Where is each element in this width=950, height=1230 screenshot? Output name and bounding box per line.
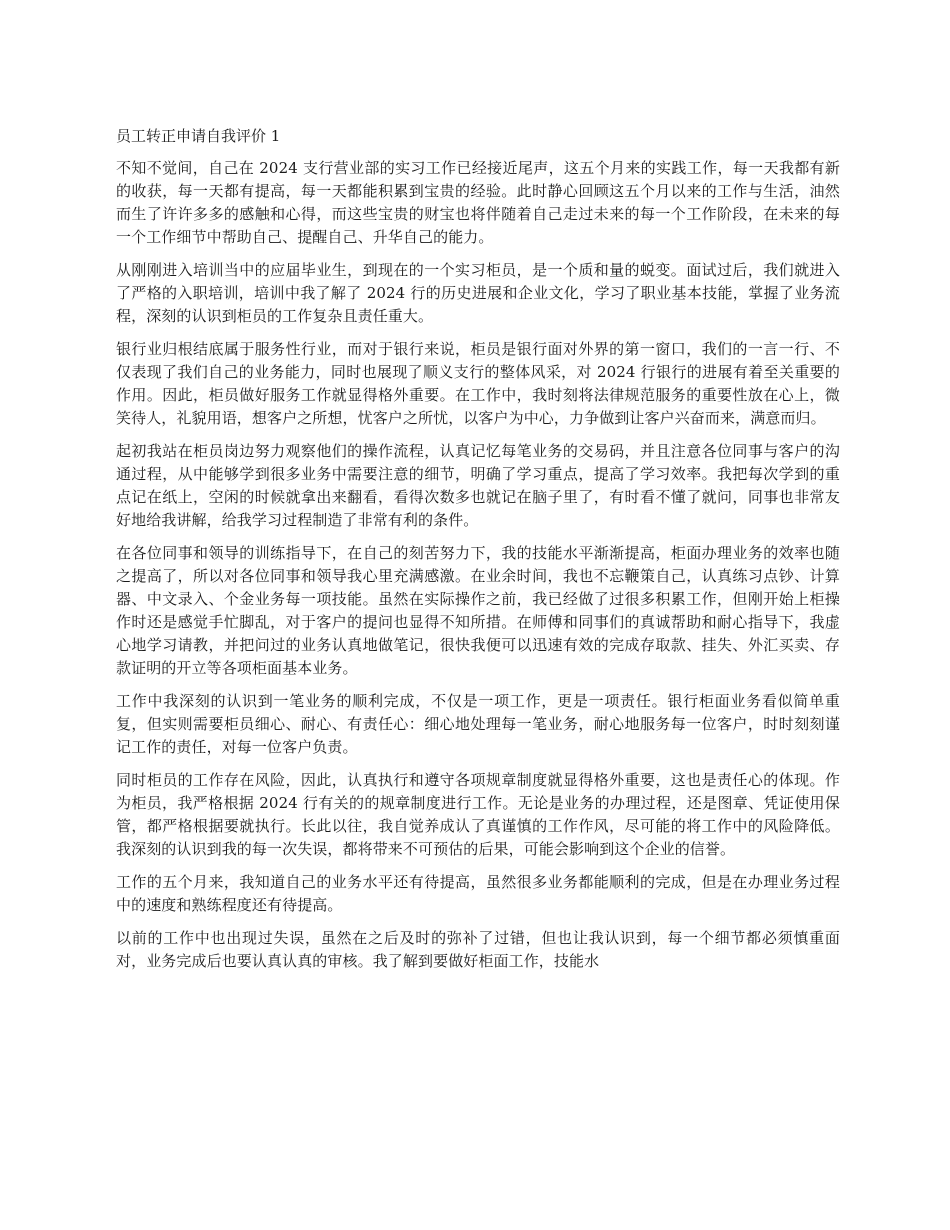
paragraph-2: 从刚刚进入培训当中的应届毕业生，到现在的一个实习柜员，是一个质和量的蜕变。面试过后，我们就进入了严格的入职培训，培训中我了解了 2024 行的历史进展和企业文化，学习了职业基本技能，掌握了业务流程，深刻的认识到柜员的工作复杂且责任重大。 [116,261,840,325]
paragraph-4: 起初我站在柜员岗边努力观察他们的操作流程，认真记忆每笔业务的交易码，并且注意各位同事与客户的沟通过程，从中能够学到很多业务中需要注意的细节，明确了学习重点，提高了学习效率。我把每次学到的重点记在纸上，空闲的时候就拿出来翻看，看得次数多也就记在脑子里了，有时看不懂了就问，同事也非常友好地给我讲解，给我学习过程制造了非常有利的条件。 [116,442,840,529]
paragraph-8: 工作的五个月来，我知道自己的业务水平还有待提高，虽然很多业务都能顺利的完成，但是在办理业务过程中的速度和熟练程度还有待提高。 [116,873,840,914]
paragraph-9: 以前的工作中也出现过失误，虽然在之后及时的弥补了过错，但也让我认识到，每一个细节都必须慎重面对，业务完成后也要认真认真的审核。我了解到要做好柜面工作，技能水 [116,929,840,970]
paragraph-5: 在各位同事和领导的训练指导下，在自己的刻苦努力下，我的技能水平渐渐提高，柜面办理业务的效率也随之提高了，所以对各位同事和领导我心里充满感激。在业余时间，我也不忘鞭策自己，认真练习点钞、计算器、中文录入、个金业务每一项技能。虽然在实际操作之前，我已经做了过很多积累工作，但刚开始上柜操作时还是感觉手忙脚乱，对于客户的提问也显得不知所措。在师傅和同事们的真诚帮助和耐心指导下，我虚心地学习请教，并把问过的业务认真地做笔记，很快我便可以迅速有效的完成存取款、挂失、外汇买卖、存款证明的开立等各项柜面基本业务。 [116,544,840,677]
paragraph-6: 工作中我深刻的认识到一笔业务的顺利完成，不仅是一项工作，更是一项责任。银行柜面业务看似简单重复，但实则需要柜员细心、耐心、有责任心：细心地处理每一笔业务，耐心地服务每一位客户，时时刻刻谨记工作的责任，对每一位客户负责。 [116,692,840,756]
paragraph-3: 银行业归根结底属于服务性行业，而对于银行来说，柜员是银行面对外界的第一窗口，我们的一言一行、不仅表现了我们自己的业务能力，同时也展现了顺义支行的整体风采，对 2024 行银行的进展有着至关重要的作用。因此，柜员做好服务工作就显得格外重要。在工作中，我时刻将法律规范服务的重要性放在心上，微笑待人，礼貌用语，想客户之所想，忧客户之所忧，以客户为中心，力争做到让客户兴奋而来，满意而归。 [116,340,840,427]
document-title: 员工转正申请自我评价 1 [116,127,281,145]
paragraph-1: 不知不觉间，自己在 2024 支行营业部的实习工作已经接近尾声，这五个月来的实践工作，每一天我都有新的收获，每一天都有提高，每一天都能积累到宝贵的经验。此时静心回顾这五个月以来的工作与生活，油然而生了许许多多的感触和心得，而这些宝贵的财宝也将伴随着自己走过未来的每一个工作阶段，在未来的每一个工作细节中帮助自己、提醒自己、升华自己的能力。 [116,159,840,246]
paragraph-7: 同时柜员的工作存在风险，因此，认真执行和遵守各项规章制度就显得格外重要，这也是责任心的体现。作为柜员，我严格根据 2024 行有关的的规章制度进行工作。无论是业务的办理过程，还是图章、凭证使用保管，都严格根据要就执行。长此以往，我自觉养成认了真谨慎的工作作风，尽可能的将工作中的风险降低。我深刻的认识到我的每一次失误，都将带来不可预估的后果，可能会影响到这个企业的信誉。 [116,771,840,858]
document-page [116,125,840,983]
